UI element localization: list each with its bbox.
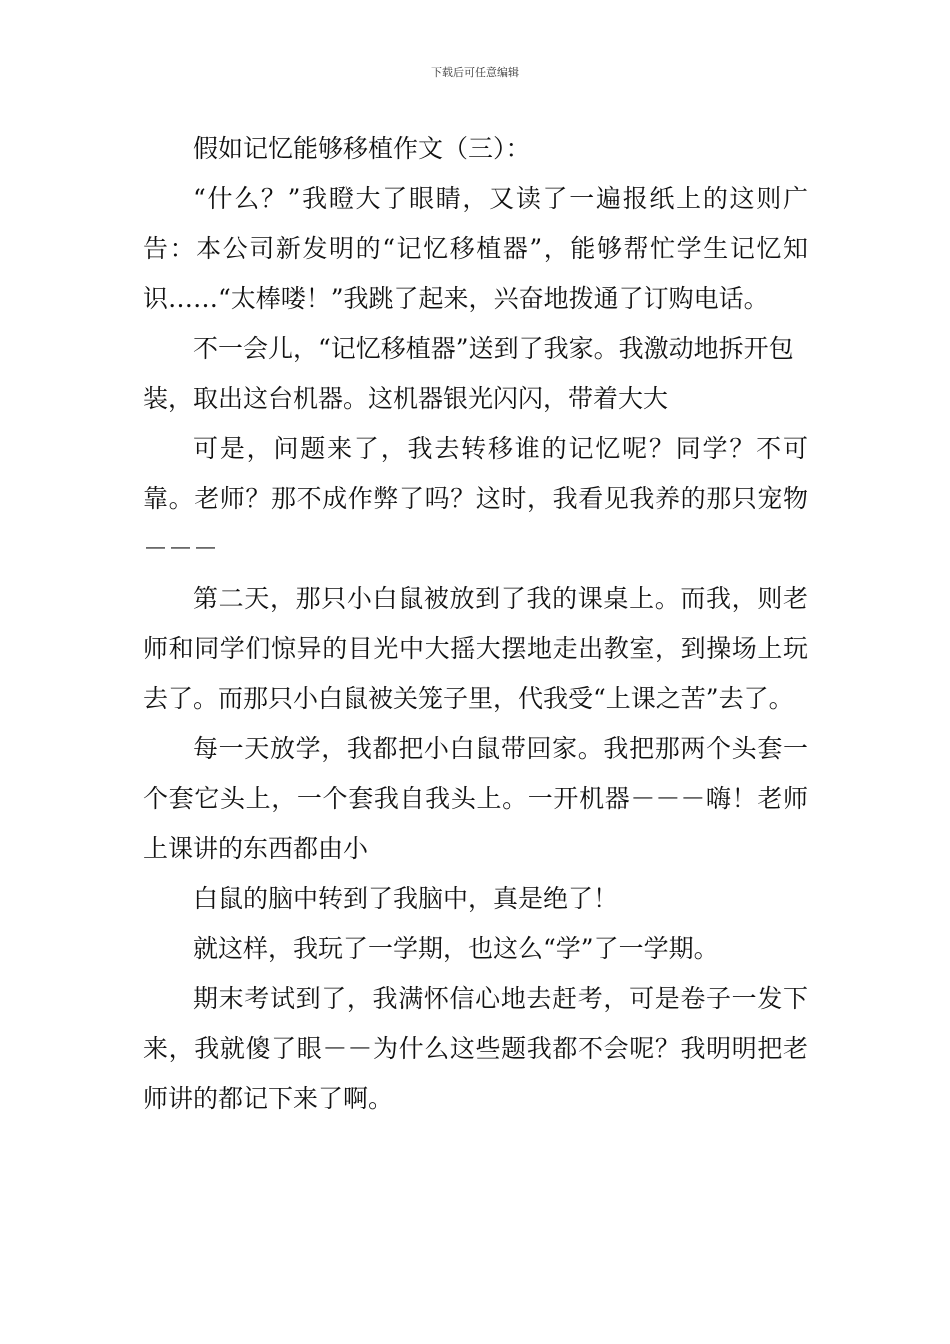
- paragraph-5: 每一天放学，我都把小白鼠带回家。我把那两个头套一个套它头上，一个套我自我头上。一开机器－－－嗨！老师上课讲的东西都由小: [143, 734, 808, 863]
- article-body: [143, 124, 808, 1124]
- page-header: 下载后可任意编辑: [431, 66, 519, 79]
- article-title: 假如记忆能够移植作文（三）：: [193, 134, 531, 163]
- paragraph-8: 期末考试到了，我满怀信心地去赶考，可是卷子一发下来，我就傻了眼－－为什么这些题我都不会呢？我明明把老师讲的都记下来了啊。: [143, 984, 808, 1113]
- paragraph-4: 第二天，那只小白鼠被放到了我的课桌上。而我，则老师和同学们惊异的目光中大摇大摆地走出教室，到操场上玩去了。而那只小白鼠被关笼子里，代我受“上课之苦”去了。: [143, 584, 808, 713]
- paragraph-3: 可是，问题来了，我去转移谁的记忆呢？同学？不可靠。老师？那不成作弊了吗？这时，我看见我养的那只宠物－－－: [143, 434, 808, 563]
- paragraph-7: 就这样，我玩了一学期，也这么“学”了一学期。: [193, 934, 719, 963]
- paragraph-6: 白鼠的脑中转到了我脑中，真是绝了！: [193, 884, 619, 913]
- paragraph-2: 不一会儿，“记忆移植器”送到了我家。我激动地拆开包装，取出这台机器。这机器银光闪闪，带着大大: [143, 334, 794, 413]
- paragraph-1: “什么？”我瞪大了眼睛，又读了一遍报纸上的这则广告：本公司新发明的“记忆移植器”，能够帮忙学生记忆知识……“太棒喽！”我跳了起来，兴奋地拨通了订购电话。: [143, 184, 808, 313]
